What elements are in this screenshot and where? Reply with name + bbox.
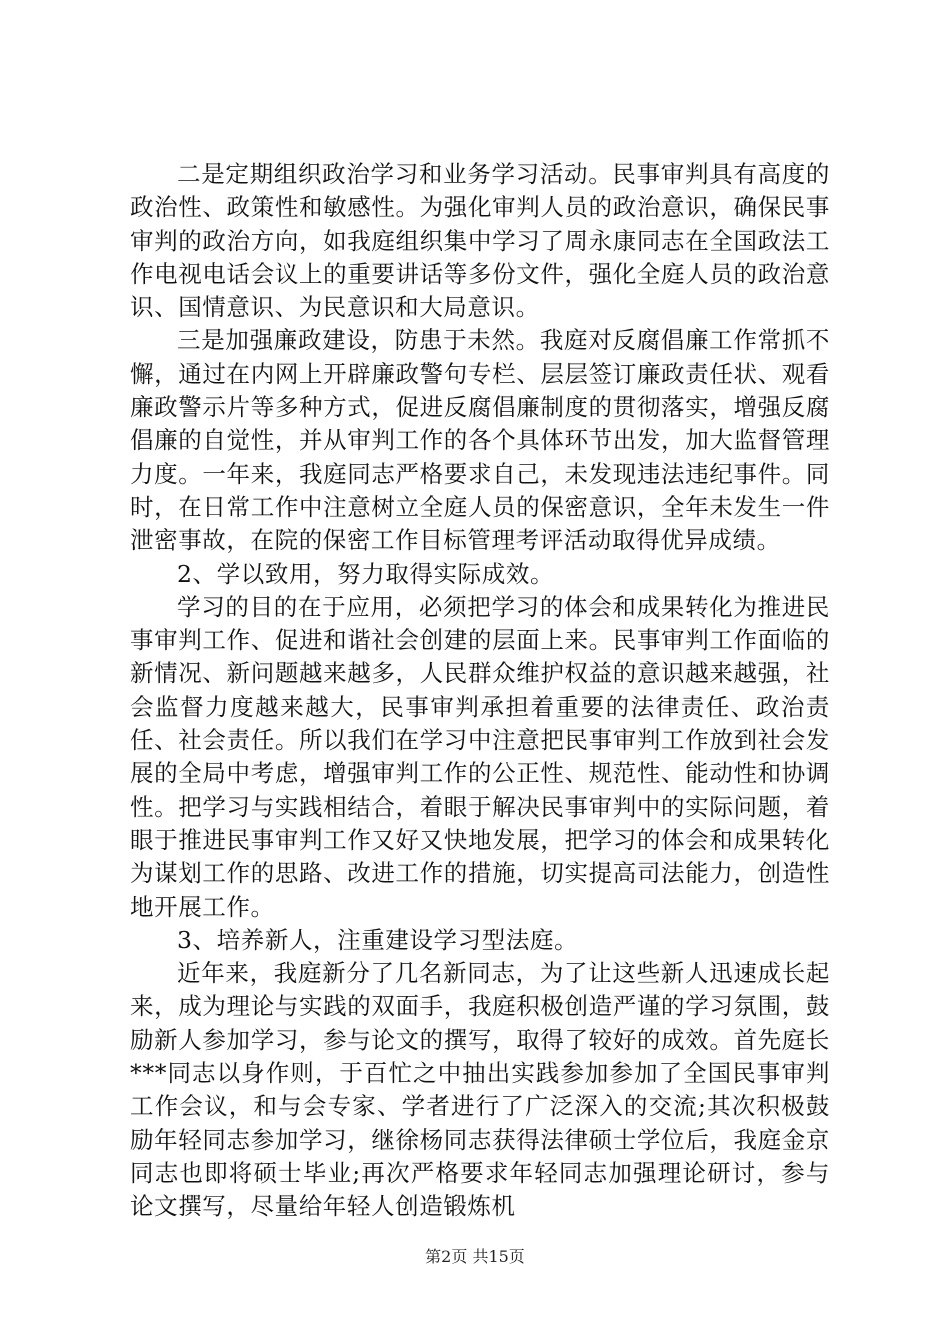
- paragraph-political-study: 二是定期组织政治学习和业务学习活动。民事审判具有高度的政治性、政策性和敏感性。为强化审判人员的政治意识，确保民事审判的政治方向，如我庭组织集中学习了周永康同志在全国政法工作电视电话会议上的重要讲话等多份文件，强化全庭人员的政治意识、国情意识、为民意识和大局意识。: [130, 160, 830, 322]
- heading-apply-learning: 2、学以致用，努力取得实际成效。: [177, 559, 555, 588]
- document-body: [130, 158, 830, 1224]
- paragraph-apply-learning: 学习的目的在于应用，必须把学习的体会和成果转化为推进民事审判工作、促进和谐社会创建的层面上来。民事审判工作面临的新情况、新问题越来越多，人民群众维护权益的意识越来越强，社会监督力度越来越大，民事审判承担着重要的法律责任、政治责任、社会责任。所以我们在学习中注意把民事审判工作放到社会发展的全局中考虑，增强审判工作的公正性、规范性、能动性和协调性。把学习与实践相结合，着眼于解决民事审判中的实际问题，着眼于推进民事审判工作又好又快地发展，把学习的体会和成果转化为谋划工作的思路、改进工作的措施，切实提高司法能力，创造性地开展工作。: [130, 592, 830, 921]
- paragraph-train-newcomers: 近年来，我庭新分了几名新同志，为了让这些新人迅速成长起来，成为理论与实践的双面手，我庭积极创造严谨的学习氛围，鼓励新人参加学习，参与论文的撰写，取得了较好的成效。首先庭长***同志以身作则，于百忙之中抽出实践参加参加了全国民事审判工作会议，和与会专家、学者进行了广泛深入的交流;其次积极鼓励年轻同志参加学习，继徐杨同志获得法律硕士学位后，我庭金京同志也即将硕士毕业;再次严格要求年轻同志加强理论研讨，参与论文撰写，尽量给年轻人创造锻炼机: [130, 959, 830, 1221]
- paragraph-integrity-building: 三是加强廉政建设，防患于未然。我庭对反腐倡廉工作常抓不懈，通过在内网上开辟廉政警句专栏、层层签订廉政责任状、观看廉政警示片等多种方式，促进反腐倡廉制度的贯彻落实，增强反腐倡廉的自觉性，并从审判工作的各个具体环节出发，加大监督管理力度。一年来，我庭同志严格要求自己，未发现违法违纪事件。同时，在日常工作中注意树立全庭人员的保密意识，全年未发生一件泄密事故，在院的保密工作目标管理考评活动取得优异成绩。: [130, 326, 830, 555]
- heading-train-newcomers: 3、培养新人，注重建设学习型法庭。: [177, 925, 579, 954]
- page-number-footer: 第2页 共15页: [425, 1247, 525, 1266]
